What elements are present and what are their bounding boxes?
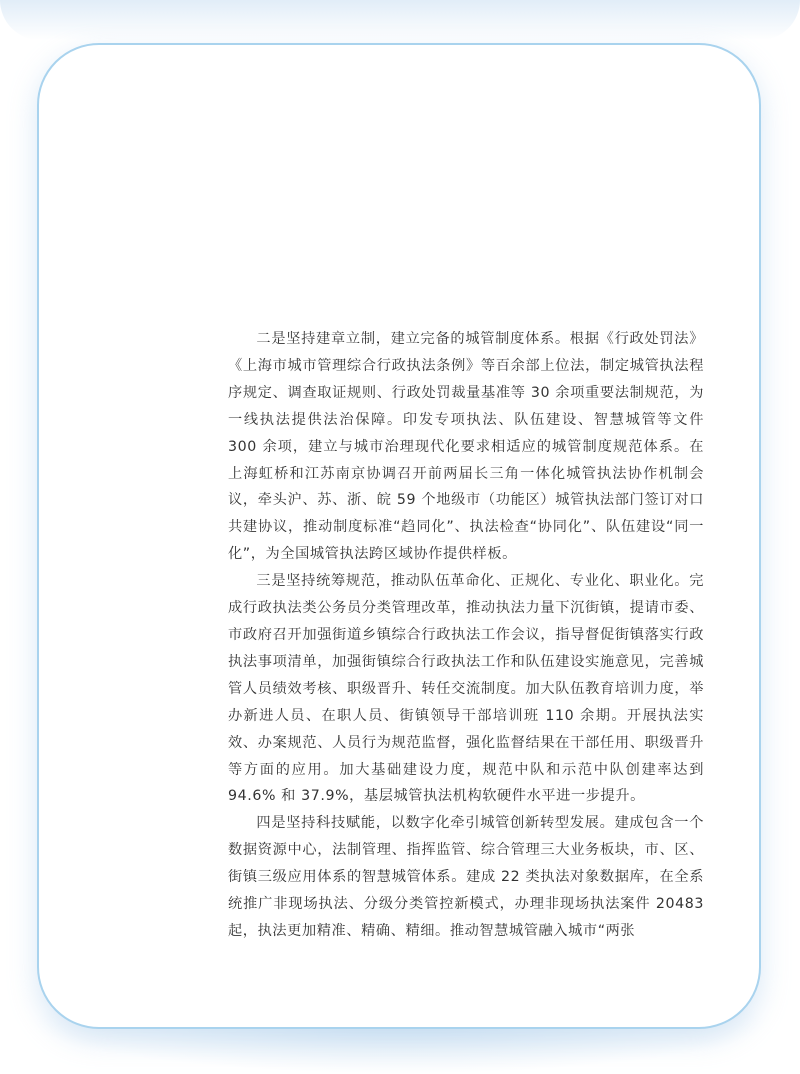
paragraph-team-standardization: 三是坚持统筹规范，推动队伍革命化、正规化、专业化、职业化。完成行政执法类公务员分类管理改革，推动执法力量下沉街镇，提请市委、市政府召开加强街道乡镇综合行政执法工作会议，指导督促街镇落实行政执法事项清单，加强街镇综合行政执法工作和队伍建设实施意见，完善城管人员绩效考核、职级晋升、转任交流制度。加大队伍教育培训力度，举办新进人员、在职人员、街镇领导干部培训班 110 余期。开展执法实效、办案规范、人员行为规范监督，强化监督结果在干部任用、职级晋升等方面的应用。加大基础建设力度，规范中队和示范中队创建率达到 94.6% 和 37.9%，基层城管执法机构软硬件水平进一步提升。 xyxy=(228,573,704,805)
paragraph-rules-system: 二是坚持建章立制，建立完备的城管制度体系。根据《行政处罚法》《上海市城市管理综合行政执法条例》等百余部上位法，制定城管执法程序规定、调查取证规则、行政处罚裁量基准等 30 余项重要法制规范，为一线执法提供法治保障。印发专项执法、队伍建设、智慧城管等文件 300 余项，建立与城市治理现代化要求相适应的城管制度规范体系。在上海虹桥和江苏南京协调召开前两届长三角一体化城管执法协作机制会议，牵头沪、苏、浙、皖 59 个地级市（功能区）城管执法部门签订对口共建协议，推动制度标准“趋同化”、执法检查“协同化”、队伍建设“同一化”，为全国城管执法跨区域协作提供样板。 xyxy=(228,331,704,563)
paragraph-tech-empowerment: 四是坚持科技赋能，以数字化牵引城管创新转型发展。建成包含一个数据资源中心，法制管理、指挥监管、综合管理三大业务板块，市、区、街镇三级应用体系的智慧城管体系。建成 22 类执法对象数据库，在全系统推广非现场执法、分级分类管控新模式，办理非现场执法案件 20483 起，执法更加精准、精确、精细。推动智慧城管融入城市“两张 xyxy=(228,815,704,939)
document-body xyxy=(228,326,704,945)
top-decorative-shade xyxy=(0,0,800,40)
